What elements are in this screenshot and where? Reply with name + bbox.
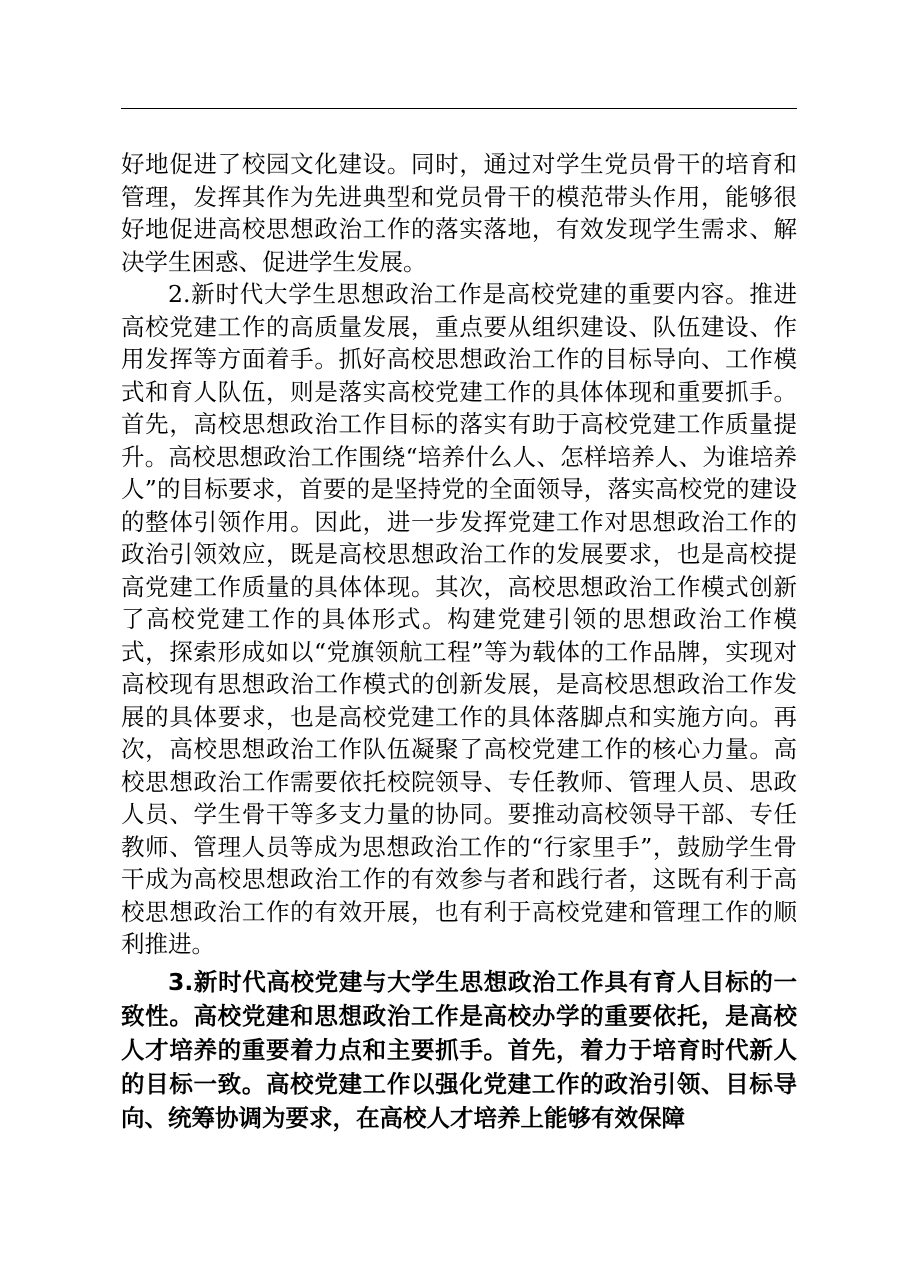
- paragraph-1: 好地促进了校园文化建设。同时，通过对学生党员骨干的培育和管理，发挥其作为先进典型和党员骨干的模范带头作用，能够很好地促进高校思想政治工作的落实落地，有效发现学生需求、解决学生困惑、促进学生发展。: [121, 150, 797, 276]
- header-rule: [121, 108, 797, 109]
- paragraph-3: 3.新时代高校党建与大学生思想政治工作具有育人目标的一致性。高校党建和思想政治工作是高校办学的重要依托，是高校人才培养的重要着力点和主要抓手。首先，着力于培育时代新人的目标一致。高校党建工作以强化党建工作的政治引领、目标导向、统筹协调为要求，在高校人才培养上能够有效保障: [121, 967, 797, 1132]
- body-text: [121, 148, 797, 1135]
- paragraph-2: 2.新时代大学生思想政治工作是高校党建的重要内容。推进高校党建工作的高质量发展，重点要从组织建设、队伍建设、作用发挥等方面着手。抓好高校思想政治工作的目标导向、工作模式和育人队伍，则是落实高校党建工作的具体体现和重要抓手。首先，高校思想政治工作目标的落实有助于高校党建工作质量提升。高校思想政治工作围绕“培养什么人、怎样培养人、为谁培养人”的目标要求，首要的是坚持党的全面领导，落实高校党的建设的整体引领作用。因此，进一步发挥党建工作对思想政治工作的政治引领效应，既是高校思想政治工作的发展要求，也是高校提高党建工作质量的具体体现。其次，高校思想政治工作模式创新了高校党建工作的具体形式。构建党建引领的思想政治工作模式，探索形成如以“党旗领航工程”等为载体的工作品牌，实现对高校现有思想政治工作模式的创新发展，是高校思想政治工作发展的具体要求，也是高校党建工作的具体落脚点和实施方向。再次，高校思想政治工作队伍凝聚了高校党建工作的核心力量。高校思想政治工作需要依托校院领导、专任教师、管理人员、思政人员、学生骨干等多支力量的协同。要推动高校领导干部、专任教师、管理人员等成为思想政治工作的“行家里手”，鼓励学生骨干成为高校思想政治工作的有效参与者和践行者，这既有利于高校思想政治工作的有效开展，也有利于高校党建和管理工作的顺利推进。: [121, 280, 797, 958]
